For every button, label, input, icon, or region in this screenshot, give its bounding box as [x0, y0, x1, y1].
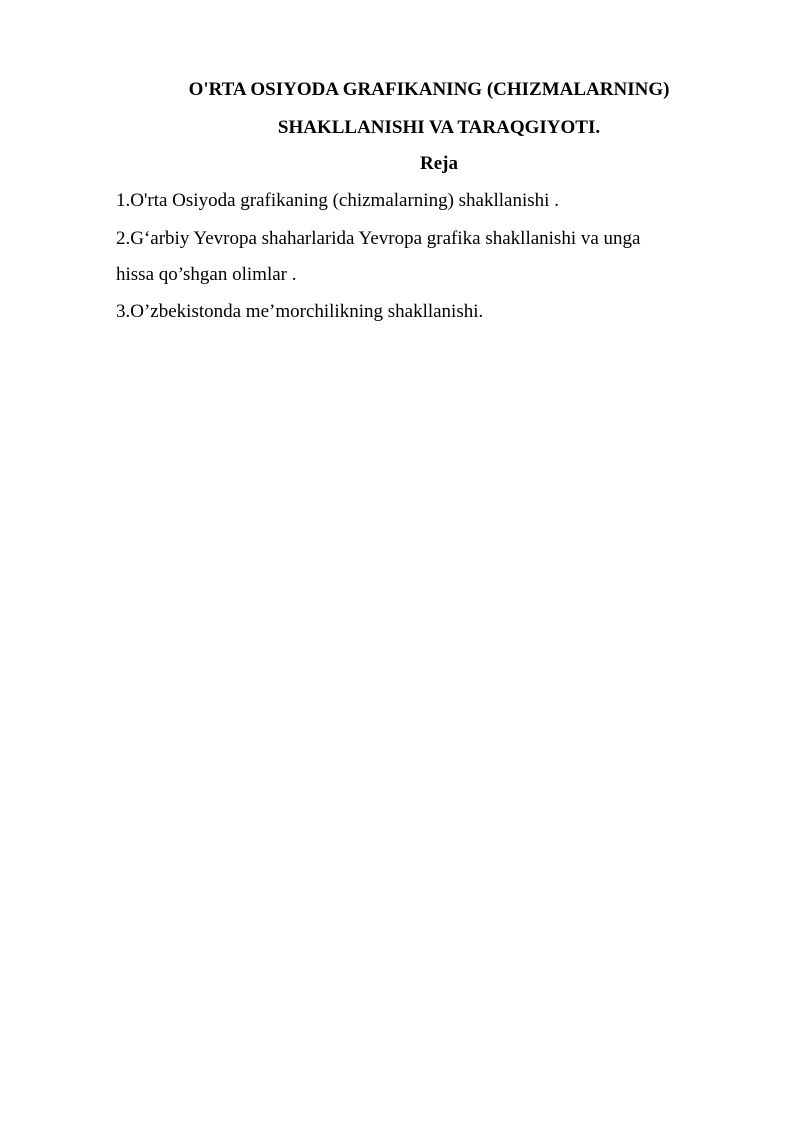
plan-item-2-continuation: hissa qo’shgan olimlar .: [116, 264, 297, 285]
document-title-line-2: SHAKLLANISHI VA TARAQGIYOTI.: [277, 117, 601, 138]
plan-heading: Reja: [420, 153, 458, 174]
plan-item-3: 3.O’zbekistonda me’morchilikning shakllanishi.: [116, 301, 484, 322]
plan-item-2: 2.G‘arbiy Yevropa shaharlarida Yevropa grafika shakllanishi va unga: [116, 228, 641, 249]
document-title-line-1: O'RTA OSIYODA GRAFIKANING (CHIZMALARNING): [188, 79, 670, 100]
plan-item-1: 1.O'rta Osiyoda grafikaning (chizmalarning) shakllanishi .: [116, 190, 559, 211]
